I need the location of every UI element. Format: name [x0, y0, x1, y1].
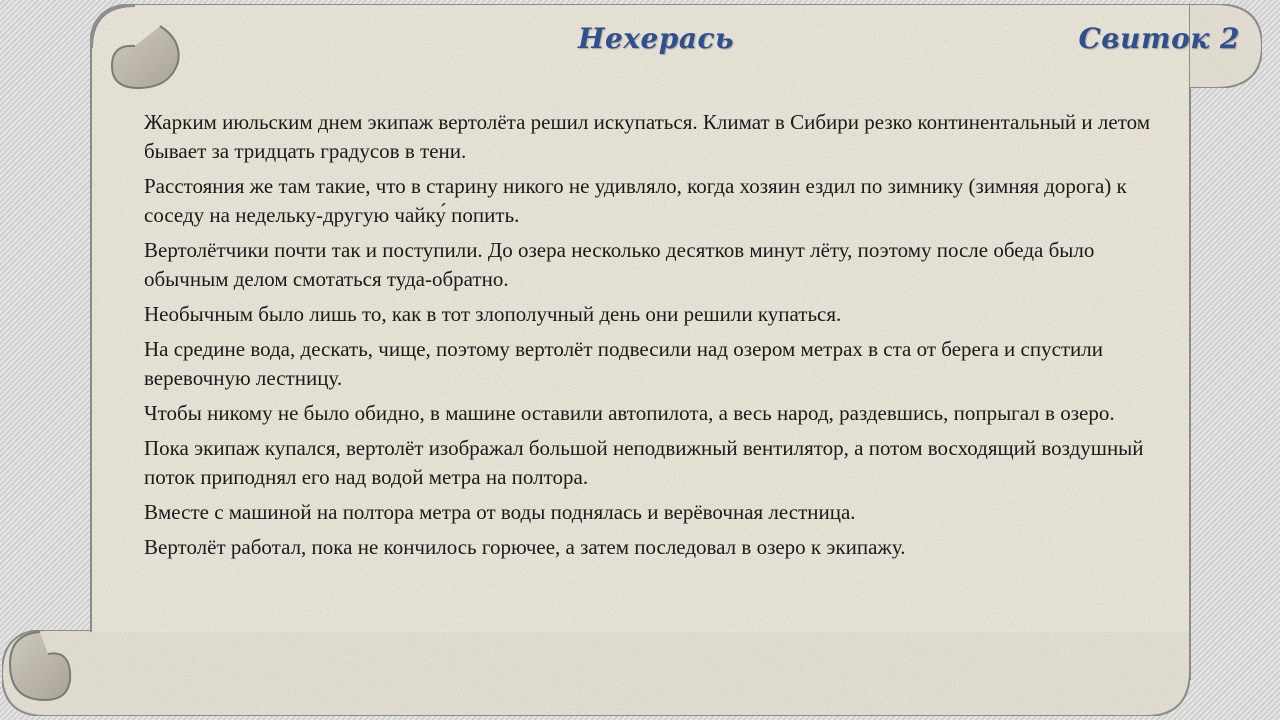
paragraph: Жарким июльским днем экипаж вертолёта решил искупаться. Климат в Сибири резко континентальный и летом бывает за тридцать градусов в тени.: [144, 110, 1151, 163]
scroll-bottom-roll: [2, 630, 1190, 716]
paragraph: Вертолётчики почти так и поступили. До озера несколько десятков минут лёту, поэтому после обеда было обычным делом смотаться туда-обратно.: [144, 238, 1095, 291]
paragraph: Вместе с машиной на полтора метра от воды поднялась и верёвочная лестница.: [144, 500, 856, 524]
paragraph: Расстояния же там такие, что в старину никого не удивляло, когда хозяин ездил по зимнику (зимняя дорога) к соседу на недельку-другую чайку́ попить.: [144, 174, 1127, 227]
paragraph: Необычным было лишь то, как в тот злополучный день они решили купаться.: [144, 302, 842, 326]
story-text: [144, 108, 1154, 568]
paragraph: Вертолёт работал, пока не кончилось горючее, а затем последовал в озеро к экипажу.: [144, 535, 906, 559]
paragraph: Пока экипаж купался, вертолёт изображал большой неподвижный вентилятор, а потом восходящий воздушный поток приподнял его над водой метра на полтора.: [144, 436, 1144, 489]
page-title: Нехерась: [578, 22, 735, 55]
scroll-number-label: Свиток 2: [1078, 22, 1240, 55]
paragraph: Чтобы никому не было обидно, в машине оставили автопилота, а весь народ, раздевшись, попрыгал в озеро.: [144, 401, 1115, 425]
paragraph: На средине вода, дескать, чище, поэтому вертолёт подвесили над озером метрах в ста от берега и спустили веревочную лестницу.: [144, 337, 1104, 390]
